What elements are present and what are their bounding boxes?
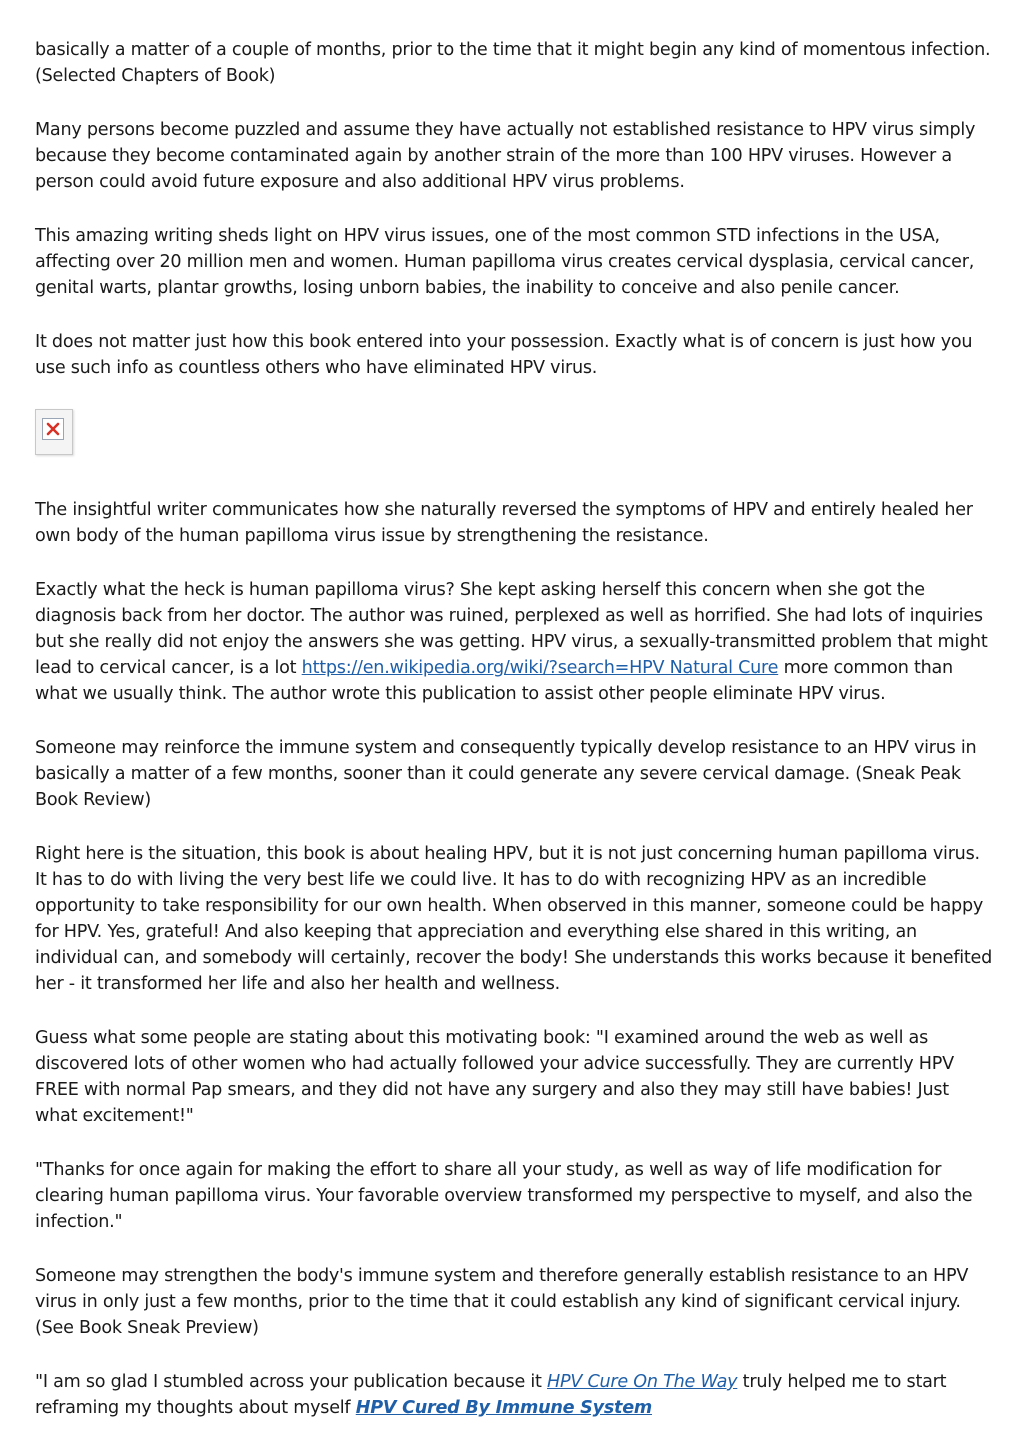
red-x-icon <box>45 421 61 437</box>
wikipedia-link[interactable]: https://en.wikipedia.org/wiki/?search=HPV Natural Cure <box>301 658 779 678</box>
broken-image-placeholder <box>35 409 73 455</box>
paragraph-selected-chapters: basically a matter of a couple of months, prior to the time that it might begin any kind of momentous infection. (Selected Chapters of Book) <box>35 40 991 86</box>
paragraph-std-overview: This amazing writing sheds light on HPV virus issues, one of the most common STD infections in the USA, affecting over 20 million men and women. Human papilloma virus creates cervical dysplasia, cervical cancer, genital warts, plantar growths, losing unborn babies, the inability to conceive and also penile cancer. <box>35 226 975 298</box>
document-page <box>35 37 995 1449</box>
paragraph-situation: Right here is the situation, this book is about healing HPV, but it is not just concerning human papilloma virus. It has to do with living the very best life we could live. It has to do with recognizing HPV as an incredible opportunity to take responsibility for our own health. When observed in this manner, someone could be happy for HPV. Yes, grateful! And also keeping that appreciation and everything else shared in this writing, an individual can, and somebody will certainly, recover the body! She understands this works because it benefited her - it transformed her life and also her health and wellness. <box>35 844 993 994</box>
paragraph-text: more common than what we usually think. The author wrote this publication to assist other people eliminate HPV virus. <box>35 658 953 704</box>
paragraph-sneak-peak: Someone may reinforce the immune system and consequently typically develop resistance to an HPV virus in basically a matter of a few months, sooner than it could generate any severe cervical damage. (Sneak Peak Book Review) <box>35 738 977 810</box>
paragraph-possession: It does not matter just how this book entered into your possession. Exactly what is of concern is just how you use such info as countless others who have eliminated HPV virus. <box>35 332 973 378</box>
paragraph-resistance-confusion: Many persons become puzzled and assume they have actually not established resistance to HPV virus simply because they become contaminated again by another strain of the more than 100 HPV viruses. However a person could avoid future exposure and also additional HPV virus problems. <box>35 120 976 192</box>
hpv-cured-by-immune-system-link[interactable]: HPV Cured By Immune System <box>355 1398 652 1418</box>
paragraph-diagnosis <box>35 577 995 707</box>
paragraph-text: Exactly what the heck is human papilloma virus? She kept asking herself this concern when she got the diagnosis back from her doctor. The author was ruined, perplexed as well as horrified. She had lots of inquiries but she really did not enjoy the answers she was getting. HPV virus, a sexually-transmitted problem that might lead to cervical cancer, is a lot <box>35 580 988 678</box>
paragraph-testimonial-web: Guess what some people are stating about this motivating book: "I examined around the web as well as discovered lots of other women who had actually followed your advice successfully. They are currently HPV FREE with normal Pap smears, and they did not have any surgery and also they may still have babies! Just what excitement!" <box>35 1028 954 1126</box>
paragraph-testimonial-thanks: "Thanks for once again for making the effort to share all your study, as well as way of life modification for clearing human papilloma virus. Your favorable overview transformed my perspective to myself, and also the infection." <box>35 1160 973 1232</box>
broken-image-icon <box>42 418 64 440</box>
paragraph-text: truly helped me to start reframing my thoughts about myself <box>35 1372 947 1418</box>
paragraph-text: "I am so glad I stumbled across your publication because it <box>35 1372 547 1392</box>
paragraph-book-sneak-preview: Someone may strengthen the body's immune system and therefore generally establish resistance to an HPV virus in only just a few months, prior to the time that it could establish any kind of significant cervical injury. (See Book Sneak Preview) <box>35 1266 969 1338</box>
hpv-cure-on-the-way-link[interactable]: HPV Cure On The Way <box>547 1372 738 1392</box>
paragraph-testimonial-glad <box>35 1369 995 1421</box>
paragraph-writer-reversed: The insightful writer communicates how she naturally reversed the symptoms of HPV and entirely healed her own body of the human papilloma virus issue by strengthening the resistance. <box>35 500 973 546</box>
